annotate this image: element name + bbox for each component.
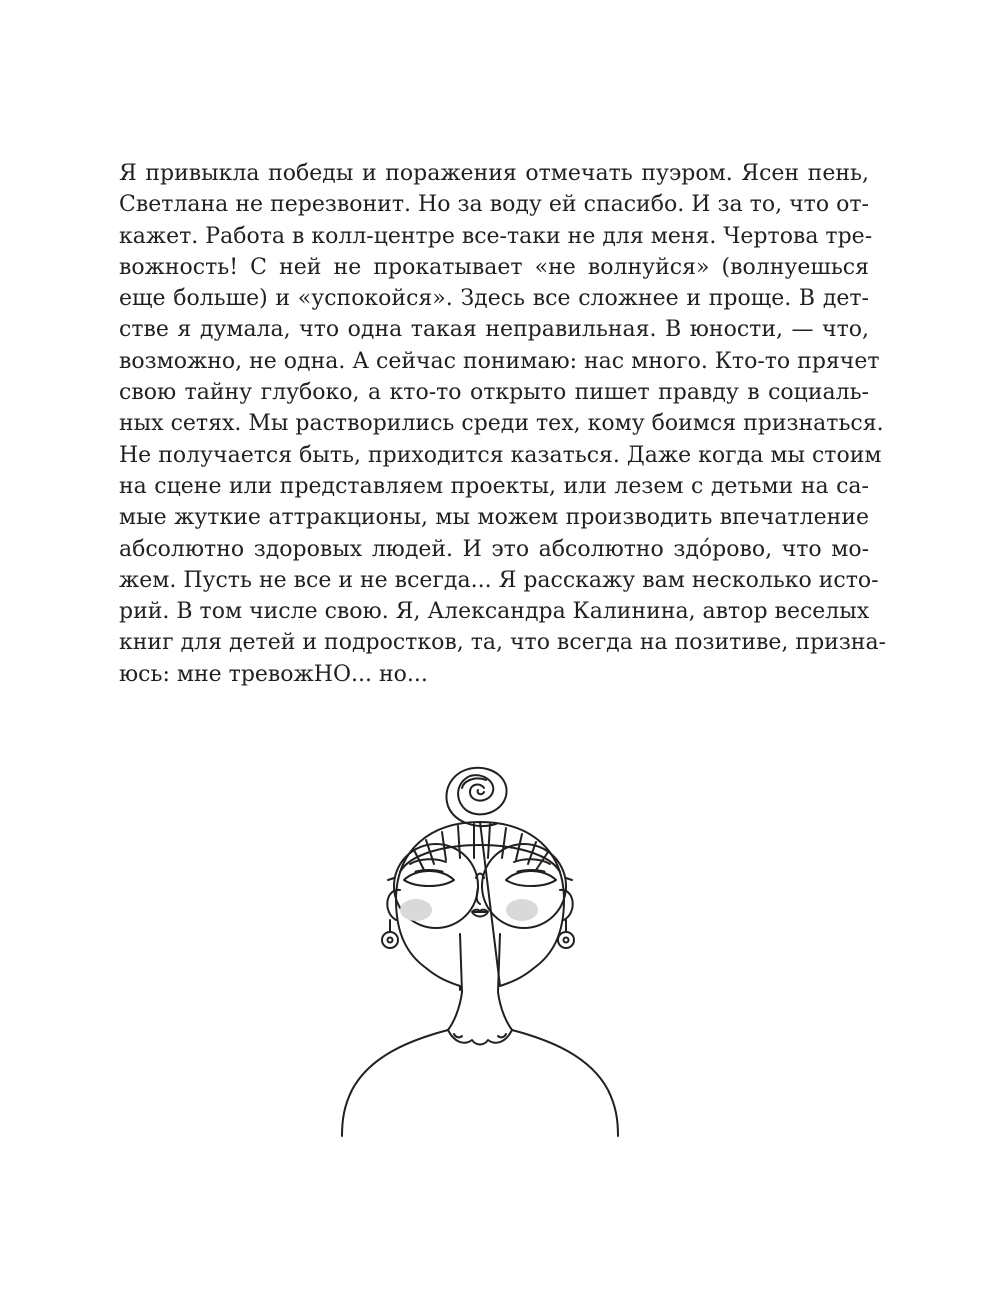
collar [448,1030,512,1045]
text-line: кажет. Работа в колл-центре все-таки не для меня. Чертова тре- [119,223,873,249]
shoulders [342,1030,448,1136]
hair-lines [400,824,560,872]
right-blush [506,899,538,921]
text-line: возможно, не одна. А сейчас понимаю: нас много. Кто-то прячет [119,348,880,374]
text-line: стве я думала, что одна такая неправильная. В юности, — что, [119,317,869,343]
text-line: ных сетях. Мы растворились среди тех, кому боимся признаться. [119,411,884,437]
body-paragraph [119,158,887,690]
woman-illustration [330,760,630,1140]
text-line: Я привыкла победы и поражения отмечать пуэром. Ясен пень, [119,161,869,186]
hair-bun [446,768,506,826]
lips [472,910,488,917]
text-line: книг для детей и подростков, та, что всегда на позитиве, призна- [119,630,887,656]
text-line: мые жуткие аттракционы, мы можем производить впечатление [119,505,869,531]
text-line: Не получается быть, приходится казаться. Даже когда мы стоим [119,442,882,468]
text-line: еще больше) и «успокойся». Здесь все сложнее и проще. В дет- [119,286,869,312]
nose [477,888,480,904]
right-earring [558,920,574,948]
text-line: на сцене или представляем проекты, или лезем с детьми на са- [119,473,869,499]
text-line: рий. В том числе свою. Я, Александра Калинина, автор веселых [119,599,870,625]
left-blush [400,899,432,921]
text-line: Светлана не перезвонит. Но за воду ей спасибо. И за то, что от- [119,192,869,218]
text-line: вожность! С ней не прокатывает «не волнуйся» (волнуешься [119,254,869,280]
text-line-last: юсь: мне тревожНО... но... [119,661,428,687]
right-eye [506,859,556,886]
text-line: абсолютно здоровых людей. И это абсолютно здо́рово, что мо- [119,536,869,562]
left-eye [404,859,454,886]
left-earring [382,920,398,948]
text-line: свою тайну глубоко, а кто-то открыто пишет правду в социаль- [119,380,869,406]
text-line: жем. Пусть не все и не всегда... Я расскажу вам несколько исто- [119,567,879,593]
